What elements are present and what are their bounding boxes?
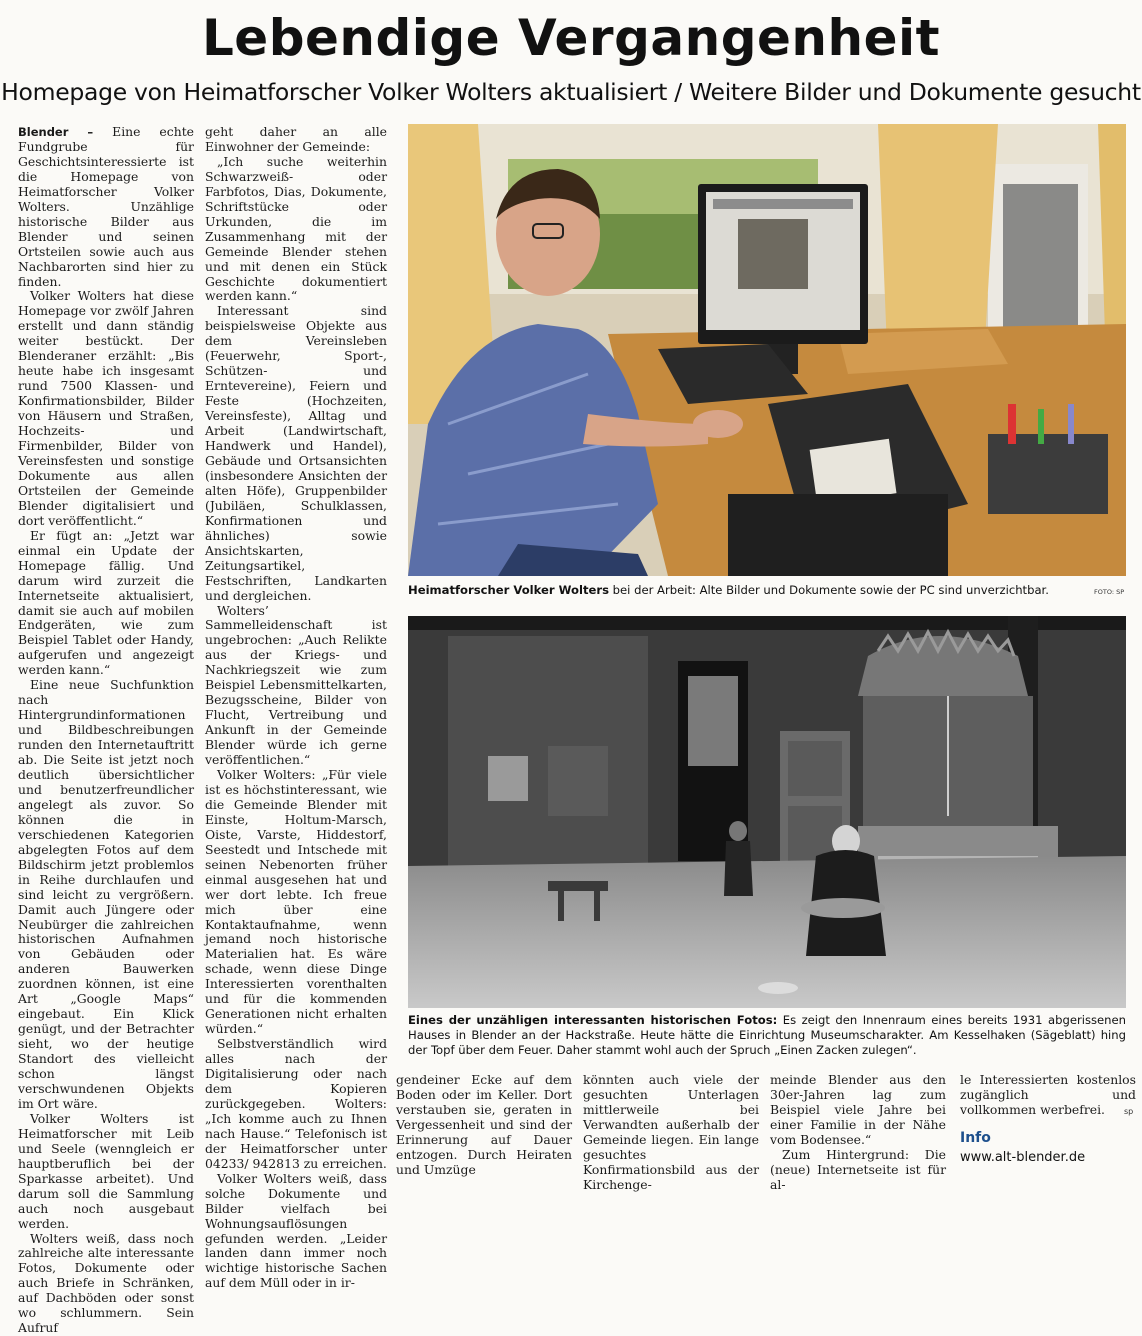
caption-text: Es zeigt den Innenraum eines bereits 1931 abgerissenen Hauses in Blender an der Hackstraße. Heute hätte die Einrichtung Museumscharakter. Am Kesselhaken (Sägeblatt) hing der Topf über dem Feuer. Daher stammt wohl auch der Spruch „Einen Zacken zulegen“. (408, 1013, 1127, 1058)
paragraph (18, 125, 194, 289)
paragraph: „Ich suche weiterhin Schwarzweiß- oder Farbfotos, Dias, Dokumente, Schriftstücke oder Urkunden, die im Zusammenhang mit der Gemeinde Blender stehen und mit denen ein Stück Geschichte dokumentiert werden kann.“ (205, 153, 387, 304)
article-column-1 (18, 124, 195, 1336)
lead-text: Eine echte Fundgrube für Geschichtsinteressierte ist die Homepage von Heimatforscher Volker Wolters. Unzählige historische Bilder aus Blender und seinen Ortsteilen sowie auch aus Nachbarorten sind hier zu finden. (18, 124, 195, 289)
photo1-caption (408, 583, 1078, 598)
paragraph: meinde Blender aus den 30er-Jahren lag zum Beispiel viele Jahre bei einer Familie in der Nähe vom Bodensee.“ (770, 1072, 946, 1147)
info-heading: Info (960, 1130, 991, 1146)
author-initials: sp (1124, 1107, 1134, 1116)
paragraph: Selbstverständlich wird alles nach der Digitalisierung oder nach dem Kopieren zurückgegeben. Wolters: „Ich komme auch zu Ihnen nach Hause.“ Telefonisch ist der Heimatforscher unter 04233/ 942813 zu erreichen. (205, 1036, 387, 1171)
paragraph: Wolters weiß, dass noch zahlreiche alte interessante Fotos, Dokumente oder auch Briefe in Schränken, auf Dachböden oder sonst wo schlummern. Sein Aufruf (18, 1230, 194, 1336)
paragraph: le Interessierten kostenlos zugänglich und vollkommen werbefrei. (960, 1072, 1136, 1117)
info-url: www.alt-blender.de (960, 1150, 1086, 1165)
paragraph: Volker Wolters ist Heimatforscher mit Leib und Seele (wenngleich er hauptberuflich bei der Sparkasse arbeitet). Und darum soll die Sammlung auch noch ausgebaut werden. (18, 1110, 194, 1231)
paragraph: Zum Hintergrund: Die (neue) Internetseite ist für al- (770, 1146, 946, 1192)
photo-illustration (408, 124, 1126, 576)
paragraph: könnten auch viele der gesuchten Unterlagen mittlerweile bei Verwandten außerhalb der Gemeinde liegen. Ein lange gesuchtes Konfirmationsbild aus der Kirchenge- (583, 1072, 759, 1192)
subheadline: Homepage von Heimatforscher Volker Wolters aktualisiert / Weitere Bilder und Dokumente gesucht (1, 78, 1141, 106)
caption-text: bei der Arbeit: Alte Bilder und Dokumente sowie der PC sind unverzichtbar. (609, 583, 1049, 597)
paragraph: Interessant sind beispielsweise Objekte aus dem Vereinsleben (Feuerwehr, Sport-, Schützen- und Erntevereine), Feiern und Feste (Hochzeiten, Vereinsfeste), Alltag und Arbeit (Landwirtschaft, Handwerk und Handel), Gebäude und Ortsansichten (insbesondere Ansichten der alten Höfe), Gruppenbilder (Jubiläen, Schulklassen, Konfirmationen und ähnliches) sowie Ansichtskarten, Zeitungsartikel, Festschriften, Landkarten und dergleichen. (205, 303, 387, 603)
paragraph: Volker Wolters weiß, dass solche Dokumente und Bilder vielfach bei Wohnungsauflösungen gefunden werden. „Leider landen dann immer noch wichtige historische Sachen auf dem Müll oder in ir- (205, 1170, 387, 1291)
article-column-5 (770, 1072, 946, 1192)
caption-lead: Eines der unzähligen interessanten historischen Fotos: (408, 1013, 778, 1027)
photo-credit: FOTO: SP (1094, 588, 1125, 596)
paragraph: Eine neue Suchfunktion nach Hintergrundinformationen und Bildbeschreibungen runden den Internetauftritt ab. Die Seite ist jetzt noch deutlich übersichtlicher und benutzerfreundlicher angelegt als zuvor. So können die in verschiedenen Kategorien abgelegten Fotos auf dem Bildschirm jetzt problemlos in Reihe durchlaufen und sind leicht zu vergrößern. Damit auch Jüngere oder Neubürger die zahlreichen historischen Aufnahmen von Gebäuden oder anderen Bauwerken zuordnen können, ist eine Art „Google Maps“ eingebaut. Ein Klick genügt, und der Betrachter sieht, wo der heutige Standort des vielleicht schon längst verschwundenen Objekts im Ort wäre. (18, 677, 194, 1111)
headline: Lebendige Vergangenheit (201, 9, 941, 67)
article-column-3 (396, 1073, 572, 1183)
caption-lead: Heimatforscher Volker Wolters (408, 583, 609, 597)
paragraph: Volker Wolters: „Für viele ist es höchstinteressant, wie die Gemeinde Blender mit Einste, Holtum-Marsch, Oiste, Varste, Hiddestorf, Seestedt und Intschede mit seinen Nebenorten früher einmal ausgesehen hat und wer dort lebte. Ich freue mich über eine Kontaktaufnahme, wenn jemand noch historische Materialien hat. Es wäre schade, wenn diese Dinge Interessierten vorenthalten und für die kommenden Generationen nicht erhalten würden.“ (205, 766, 387, 1037)
paragraph: geht daher an alle Einwohner der Gemeinde: (205, 124, 387, 154)
photo-volker-wolters-at-pc (408, 124, 1126, 576)
paragraph: Volker Wolters hat diese Homepage vor zwölf Jahren erstellt und dann ständig weiter bestückt. Der Blenderaner erzählt: „Bis heute habe ich insgesamt rund 7500 Klassen- und Konfirmationsbilder, Bilder von Häusern und Straßen, Hochzeits- und Firmenbilder, Bilder von Vereinsfesten und sonstige Dokumente aus allen Ortsteilen der Gemeinde Blender digitalisiert und dort veröffentlicht.“ (18, 288, 194, 528)
dateline: Blender – (18, 125, 94, 139)
paragraph: Wolters’ Sammelleidenschaft ist ungebrochen: „Auch Relikte aus der Kriegs- und Nachkriegszeit wie zum Beispiel Lebensmittelkarten, Bezugsscheine, Bilder von Flucht, Vertreibung und Ankunft in der Gemeinde Blender würde ich gerne veröffentlichen.“ (205, 602, 387, 768)
photo-illustration (408, 616, 1126, 1008)
photo2-caption (408, 1013, 1126, 1059)
article-column-4 (583, 1072, 759, 1192)
paragraph: gendeiner Ecke auf dem Boden oder im Keller. Dort verstauben sie, geraten in Vergessenheit und sind der Erinnerung auf Dauer entzogen. Durch Heiraten und Umzüge (396, 1072, 572, 1177)
article-column-6 (960, 1073, 1136, 1123)
paragraph: Er fügt an: „Jetzt war einmal ein Update der Homepage fällig. Und darum wird zurzeit die Internetseite aktualisiert, damit sie auch auf mobilen Endgeräten, wie zum Beispiel Tablet oder Handy, aufgerufen und angezeigt werden kann.“ (18, 527, 194, 678)
article-column-2 (205, 124, 387, 1291)
photo-historical-interior (408, 616, 1126, 1008)
